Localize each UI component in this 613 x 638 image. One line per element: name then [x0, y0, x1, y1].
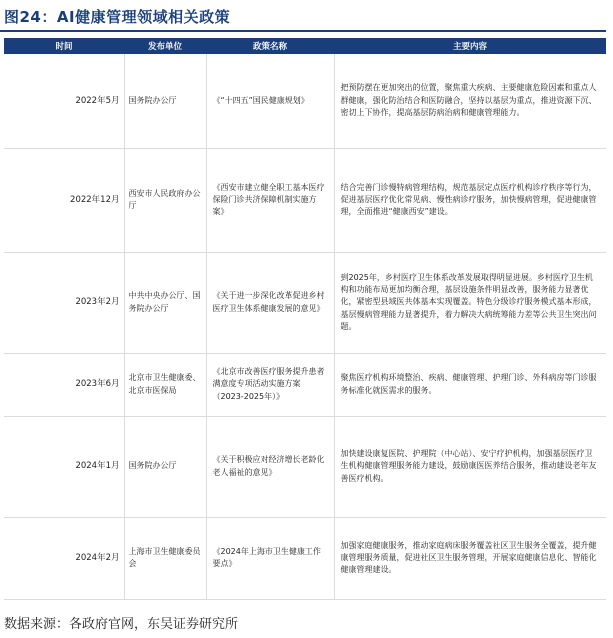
row-time: 2022年12月 — [4, 148, 124, 252]
row-content: 结合完善门诊慢特病管理结构，规范基层定点医疗机构诊疗秩序等行为，促进基层医疗优化常见病、慢性病诊疗服务，加快慢病管理，促进健康管理，全面推进“健康西安”建设。 — [334, 148, 606, 252]
row-time: 2023年2月 — [4, 252, 124, 353]
row-content: 把预防摆在更加突出的位置，聚焦重大疾病、主要健康危险因素和重点人群健康，强化防治结合和医防融合，坚持以基层为重点，推进资源下沉、密切上下协作，提高基层防病治病和健康管理能力。 — [334, 54, 606, 148]
row-content: 加强家庭健康服务，推动家庭病床服务覆盖社区卫生服务全覆盖，提升健康管理服务质量，促进社区卫生服务管理，开展家庭健康信息化、智能化健康管理建设。 — [334, 517, 606, 599]
row-time: 2024年2月 — [4, 517, 124, 599]
row-policy-name: 《北京市改善医疗服务提升患者满意度专项活动实施方案（2023-2025年）》 — [206, 353, 334, 416]
policy-table — [4, 38, 606, 600]
row-issuer: 中共中央办公厅、国务院办公厅 — [124, 252, 206, 353]
row-policy-name: 《“十四五”国民健康规划》 — [206, 54, 334, 148]
row-content: 到2025年，乡村医疗卫生体系改革发展取得明显进展。乡村医疗卫生机构和功能布局更加均衡合理，基层设施条件明显改善，服务能力显著优化，紧密型县域医共体基本实现覆盖。特色分级诊疗服务模式基本形成，基层慢病管理能力显著提升，着力解决大病统筹能力差等公共卫生突出问题。 — [334, 252, 606, 353]
table-row — [4, 252, 606, 353]
row-content: 加快建设康复医院、护理院（中心站）、安宁疗护机构，加强基层医疗卫生机构健康管理服务能力建设，鼓励康医医养结合服务，推动建设老年友善医疗机构。 — [334, 416, 606, 517]
row-time: 2024年1月 — [4, 416, 124, 517]
title-bar — [0, 0, 606, 32]
figure-title: 图24：AI健康管理领域相关政策 — [4, 8, 231, 26]
row-policy-name: 《关于进一步深化改革促进乡村医疗卫生体系健康发展的意见》 — [206, 252, 334, 353]
row-issuer: 国务院办公厅 — [124, 416, 206, 517]
column-header-content: 主要内容 — [334, 38, 606, 54]
row-content: 聚焦医疗机构环境整治、疾病、健康管理、护理门诊、外科病房等门诊服务标准化就医需求的服务。 — [334, 353, 606, 416]
row-policy-name: 《西安市建立健全职工基本医疗保险门诊共济保障机制实施方案》 — [206, 148, 334, 252]
column-header-policy: 政策名称 — [206, 38, 334, 54]
table-row — [4, 54, 606, 148]
row-policy-name: 《2024年上海市卫生健康工作要点》 — [206, 517, 334, 599]
row-time: 2023年6月 — [4, 353, 124, 416]
row-issuer: 国务院办公厅 — [124, 54, 206, 148]
row-issuer: 上海市卫生健康委员会 — [124, 517, 206, 599]
table-row — [4, 517, 606, 599]
row-issuer: 北京市卫生健康委、北京市医保局 — [124, 353, 206, 416]
source-note: 数据来源：各政府官网，东吴证券研究所 — [4, 617, 239, 632]
row-time: 2022年5月 — [4, 54, 124, 148]
table-row — [4, 148, 606, 252]
table-header-row — [4, 38, 606, 54]
column-header-time: 时间 — [4, 38, 124, 54]
table-row — [4, 353, 606, 416]
column-header-issuer: 发布单位 — [124, 38, 206, 54]
table-row — [4, 416, 606, 517]
row-policy-name: 《关于积极应对经济增长老龄化老人福祉的意见》 — [206, 416, 334, 517]
row-issuer: 西安市人民政府办公厅 — [124, 148, 206, 252]
